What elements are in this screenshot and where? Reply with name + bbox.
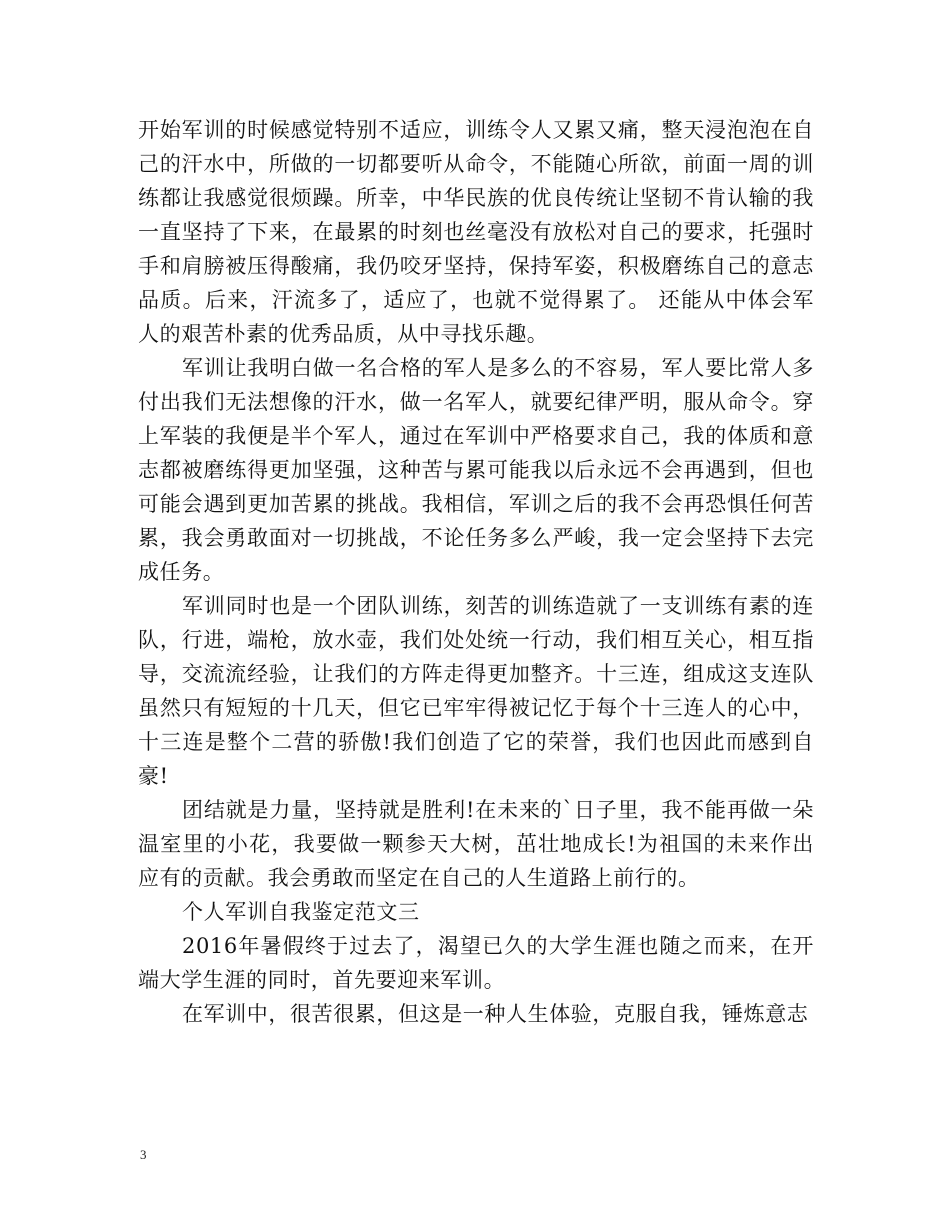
paragraph-2: 军训让我明白做一名合格的军人是多么的不容易，军人要比常人多付出我们无法想像的汗水，做一名军人，就要纪律严明，服从命令。穿上军装的我便是半个军人，通过在军训中严格要求自己，我的体质和意志都被磨练得更加坚强，这种苦与累可能我以后永远不会再遇到，但也可能会遇到更加苦累的挑战。我相信，军训之后的我不会再恐惧任何苦累，我会勇敢面对一切挑战，不论任务多么严峻，我一定会坚持下去完成任务。 <box>138 356 814 584</box>
section-heading: 个人军训自我鉴定范文三 <box>182 900 420 924</box>
page-number: 3 <box>140 1147 147 1162</box>
document-body <box>138 113 814 1031</box>
paragraph-4: 团结就是力量，坚持就是胜利!在未来的`日子里，我不能再做一朵温室里的小花，我要做一颗参天大树，茁壮地成长!为祖国的未来作出应有的贡献。我会勇敢而坚定在自己的人生道路上前行的。 <box>138 798 814 890</box>
paragraph-1: 开始军训的时候感觉特别不适应，训练令人又累又痛，整天浸泡泡在自己的汗水中，所做的一切都要听从命令，不能随心所欲，前面一周的训练都让我感觉很烦躁。所幸，中华民族的优良传统让坚韧不肯认输的我一直坚持了下来，在最累的时刻也丝毫没有放松对自己的要求，托强时手和肩膀被压得酸痛，我仍咬牙坚持，保持军姿，积极磨练自己的意志品质。后来，汗流多了，适应了，也就不觉得累了。 还能从中体会军人的艰苦朴素的优秀品质，从中寻找乐趣。 <box>138 118 814 346</box>
paragraph-3: 军训同时也是一个团队训练，刻苦的训练造就了一支训练有素的连队，行进，端枪，放水壶，我们处处统一行动，我们相互关心，相互指导，交流流经验，让我们的方阵走得更加整齐。十三连，组成这支连队虽然只有短短的十几天，但它已牢牢得被记忆于每个十三连人的心中，十三连是整个二营的骄傲!我们创造了它的荣誉，我们也因此而感到自豪! <box>138 594 814 788</box>
paragraph-5: 2016年暑假终于过去了，渴望已久的大学生涯也随之而来，在开端大学生涯的同时，首先要迎来军训。 <box>138 934 814 992</box>
paragraph-6: 在军训中，很苦很累，但这是一种人生体验，克服自我，锤炼意志 <box>182 1002 809 1026</box>
